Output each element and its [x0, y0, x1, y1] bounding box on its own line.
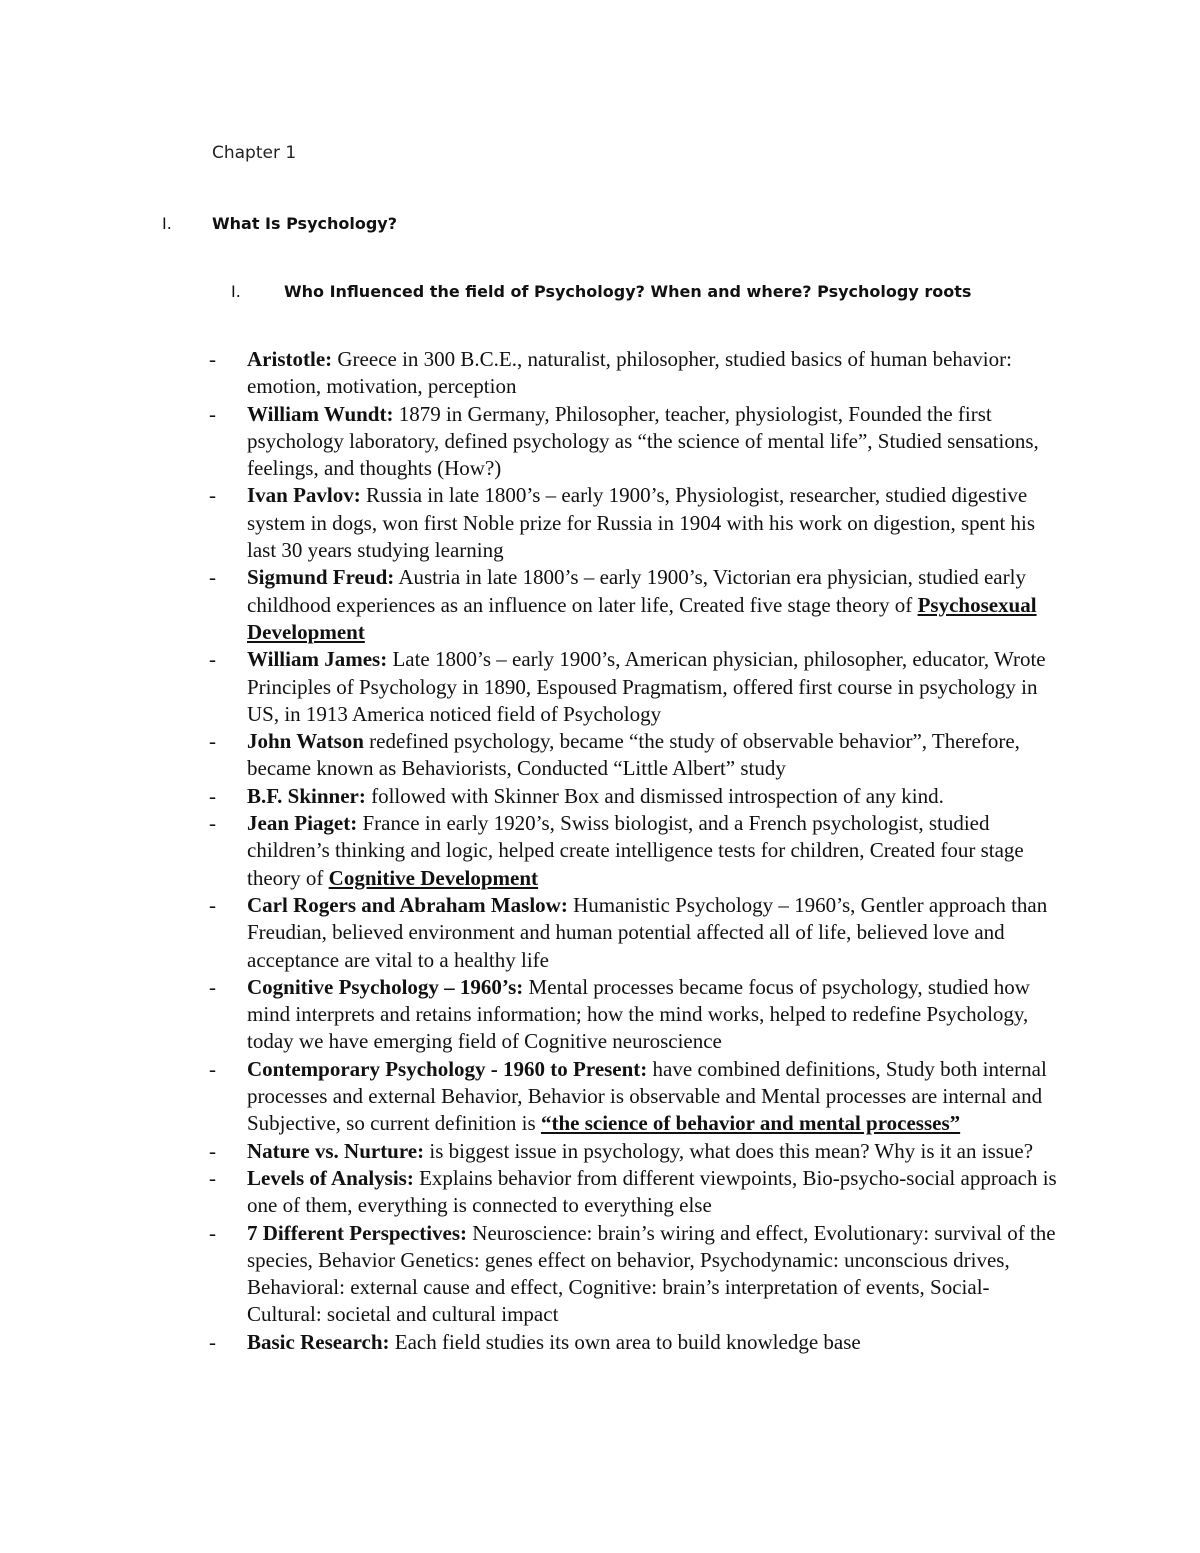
item-text: Mental processes became focus of psychology, studied how mind interprets and retains information; how the mind works, helped to redefine Psychology, today we have emerging field of Cognitive neuroscience: [247, 974, 1030, 1054]
item-term: Aristotle:: [247, 347, 333, 371]
item-text: France in early 1920’s, Swiss biologist, and a French psychologist, studied children’s thinking and logic, helped create intelligence tests for children, Created four stage theory of: [247, 811, 1024, 890]
bullet-dash: -: [209, 1138, 216, 1163]
bullet-dash: -: [209, 892, 216, 917]
item-text: Each field studies its own area to build knowledge base: [389, 1329, 861, 1354]
item-term: Jean Piaget:: [247, 811, 358, 836]
list-item: [209, 564, 1059, 646]
item-term: Nature vs. Nurture:: [247, 1138, 425, 1163]
item-term: Sigmund Freud:: [247, 565, 395, 590]
item-term: B.F. Skinner:: [247, 783, 366, 808]
item-text: Russia in late 1800’s – early 1900’s, Physiologist, researcher, studied digestive system in dogs, won first Noble prize for Russia in 1904 with his work on digestion, spent his last 30 years studying learning: [247, 483, 1036, 563]
list-item: [209, 1165, 1059, 1220]
bullet-dash: -: [209, 401, 216, 426]
bullet-dash: -: [209, 1056, 216, 1081]
item-term: Ivan Pavlov:: [247, 483, 361, 508]
bullet-dash: -: [209, 565, 216, 590]
bullet-dash: -: [209, 1220, 216, 1245]
list-item: [209, 728, 1059, 783]
item-emphasis: Psychosexual Development: [247, 592, 1037, 644]
item-term: 7 Different Perspectives:: [247, 1220, 468, 1245]
item-emphasis: “the science of behavior and mental processes”: [540, 1111, 961, 1136]
item-text: is biggest issue in psychology, what does this mean? Why is it an issue?: [424, 1138, 1034, 1163]
bullet-dash: -: [209, 783, 216, 808]
subsection-title: Who Influenced the field of Psychology? When and where? Psychology roots: [284, 282, 972, 301]
bullet-dash: -: [209, 729, 216, 754]
bullet-dash: -: [209, 647, 216, 672]
list-item: [209, 1056, 1059, 1138]
item-text: 1879 in Germany, Philosopher, teacher, physiologist, Founded the first psychology laboratory, defined psychology as “the science of mental life”, Studied sensations, feelings, and thoughts (How?): [247, 401, 1039, 481]
item-text: have combined definitions, Study both internal processes and external Behavior, Behavior is observable and Mental processes are internal and Subjective, so current definition is: [247, 1056, 1047, 1136]
list-item: [209, 1329, 1059, 1356]
list-item: [209, 401, 1059, 483]
item-text: Greece in 300 B.C.E., naturalist, philosopher, studied basics of human behavior: emotion, motivation, perception: [247, 347, 1012, 399]
list-item: [209, 974, 1059, 1056]
list-item: [209, 810, 1059, 892]
section-heading: [0, 214, 1200, 236]
chapter-label: Chapter 1: [212, 143, 297, 163]
item-term: Carl Rogers and Abraham Maslow:: [247, 892, 568, 917]
item-text: Austria in late 1800’s – early 1900’s, Victorian era physician, studied early childhood experiences as an influence on later life, Created five stage theory of: [247, 565, 1026, 617]
item-term: Levels of Analysis:: [247, 1165, 414, 1190]
item-term: Contemporary Psychology - 1960 to Present:: [247, 1056, 648, 1081]
item-term: Basic Research:: [247, 1329, 390, 1354]
item-text: Humanistic Psychology – 1960’s, Gentler approach than Freudian, believed environment and human potential affected all of life, believed love and acceptance are vital to a healthy life: [247, 892, 1048, 972]
section-title: What Is Psychology?: [212, 214, 398, 233]
subsection-number: I.: [231, 282, 241, 301]
subsection-heading: [0, 282, 1200, 304]
bullet-dash: -: [209, 974, 216, 999]
list-item: [209, 482, 1059, 564]
bullet-dash: -: [209, 347, 216, 371]
item-term: Cognitive Psychology – 1960’s:: [247, 974, 524, 999]
item-term: William James:: [247, 647, 388, 672]
list-item: [209, 892, 1059, 974]
item-emphasis: Cognitive Development: [328, 865, 539, 890]
bullet-list: [209, 346, 1059, 1356]
bullet-dash: -: [209, 811, 216, 836]
list-item: [209, 1138, 1059, 1165]
bullet-dash: -: [209, 1329, 216, 1354]
section-number: I.: [162, 214, 172, 233]
list-item: [209, 646, 1059, 728]
list-item: [209, 346, 1059, 401]
item-text: Neuroscience: brain’s wiring and effect, Evolutionary: survival of the species, Behavior Genetics: genes effect on behavior, Psychodynamic: unconscious drives, Behavioral: external cause and effect, Cognitive: brain’s interpretation of events, Social-Cultural: societal and cultural impact: [247, 1220, 1056, 1327]
bullet-dash: -: [209, 1165, 216, 1190]
item-text: followed with Skinner Box and dismissed introspection of any kind.: [365, 783, 944, 808]
item-term: John Watson: [247, 729, 364, 754]
item-text: Late 1800’s – early 1900’s, American physician, philosopher, educator, Wrote Principles of Psychology in 1890, Espoused Pragmatism, offered first course in psychology in US, in 1913 America noticed field of Psychology: [247, 647, 1046, 726]
item-text: redefined psychology, became “the study of observable behavior”, Therefore, became known as Behaviorists, Conducted “Little Albert” study: [247, 729, 1020, 781]
list-item: [209, 1220, 1059, 1329]
list-item: [209, 783, 1059, 810]
item-term: William Wundt:: [247, 401, 394, 426]
bullet-dash: -: [209, 483, 216, 508]
item-text: Explains behavior from different viewpoints, Bio-psycho-social approach is one of them, everything is connected to everything else: [247, 1165, 1057, 1218]
